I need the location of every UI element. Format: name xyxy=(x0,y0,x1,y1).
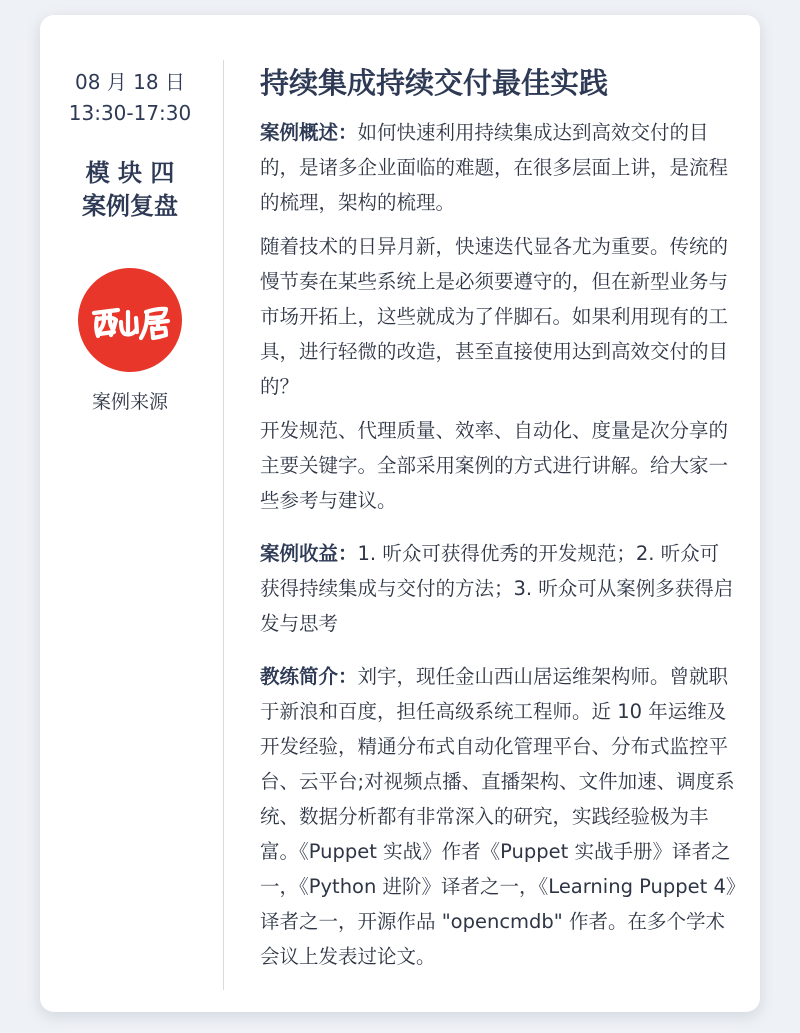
case-benefits-label: 案例收益： xyxy=(260,542,358,565)
module-name: 案例复盘 xyxy=(82,192,178,220)
case-source-label: 案例来源 xyxy=(91,391,168,413)
case-overview-text: 如何快速利用持续集成达到高效交付的目的，是诸多企业面临的难题，在很多层面上讲，是流程的梳理，架构的梳理。 xyxy=(260,121,729,214)
coach-bio-text: 刘宇，现任金山西山居运维架构师。曾就职于新浪和百度，担任高级系统工程师。近 10 年运维及开发经验，精通分布式自动化管理平台、分布式监控平台、云平台;对视频点播、直播架构、文件加速、调度系统、数据分析都有非常深入的研究，实践经验极为丰富。《Puppet 实战》作者《Puppet 实战手册》译者之一，《Python 进阶》译者之一，《Learning Puppet 4》译者之一，开源作品 "opencmdb" 作者。在多个学术会议上发表过论文。 xyxy=(260,665,736,968)
case-benefits xyxy=(260,536,738,641)
coach-bio-label: 教练简介： xyxy=(260,665,358,688)
session-card xyxy=(40,15,760,1012)
case-overview xyxy=(260,115,738,220)
module-number: 模 块 四 xyxy=(85,159,175,187)
coach-bio xyxy=(260,659,738,974)
company-logo xyxy=(78,268,182,372)
session-time: 13:30-17:30 xyxy=(68,101,192,125)
case-overview-label: 案例概述： xyxy=(260,121,358,144)
session-details xyxy=(260,63,738,983)
column-divider xyxy=(223,60,224,990)
company-logo-icon xyxy=(78,268,182,372)
module-label xyxy=(40,157,220,223)
overview-paragraph-3: 开发规范、代理质量、效率、自动化、度量是次分享的主要关键字。全部采用案例的方式进行讲解。给大家一些参考与建议。 xyxy=(260,419,729,512)
case-benefits-text: 1. 听众可获得优秀的开发规范；2. 听众可获得持续集成与交付的方法；3. 听众可从案例多获得启发与思考 xyxy=(260,542,734,635)
overview-paragraph-2: 随着技术的日异月新，快速迭代显各尤为重要。传统的慢节奏在某些系统上是必须要遵守的，但在新型业务与市场开拓上，这些就成为了伴脚石。如果利用现有的工具，进行轻微的改造，甚至直接使用达到高效交付的目的？ xyxy=(260,235,729,398)
session-title: 持续集成持续交付最佳实践 xyxy=(260,66,609,100)
session-date: 08 月 18 日 xyxy=(75,70,185,94)
